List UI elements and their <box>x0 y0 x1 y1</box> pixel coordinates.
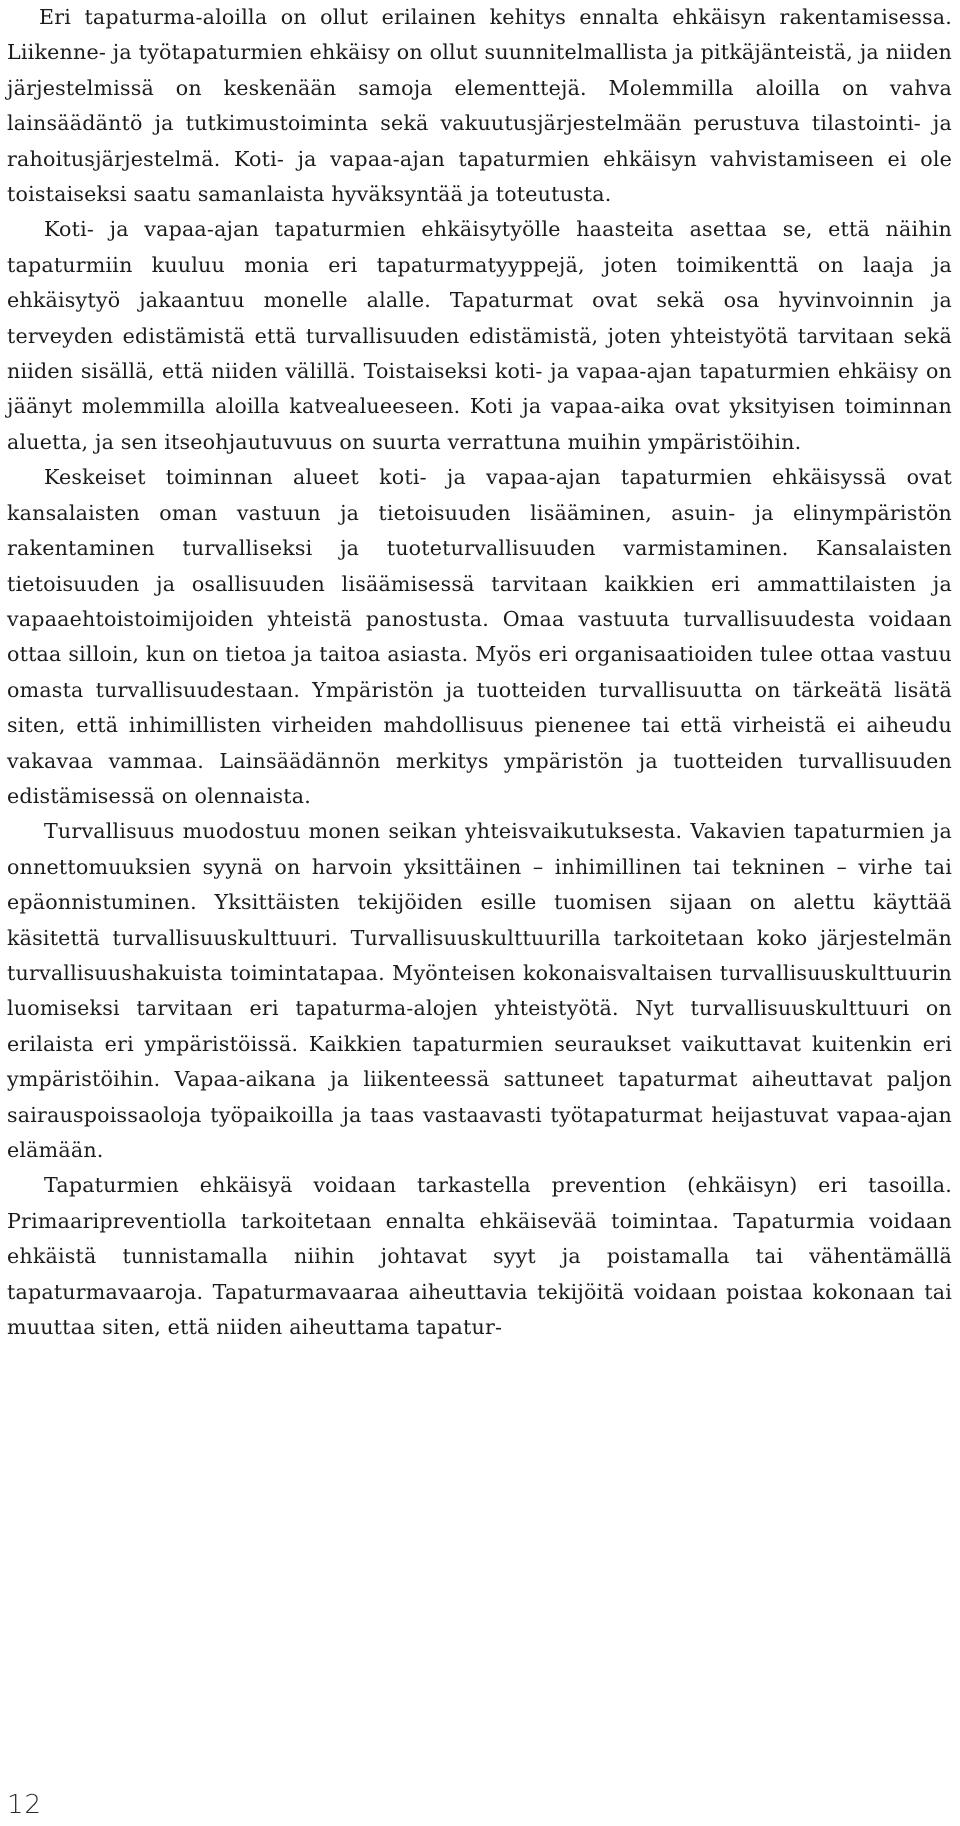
paragraph-3: Keskeiset toiminnan alueet koti- ja vapaa-ajan tapaturmien ehkäisyssä ovat kansalaisten oman vastuun ja tietoisuuden lisääminen, asuin- ja elinympäristön rakentaminen turvalliseksi ja tuoteturvallisuuden varmistaminen. Kansalaisten tietoisuuden ja osallisuuden lisäämisessä tarvitaan kaikkien eri ammattilaisten ja vapaaehtoistoimijoiden yhteistä panostusta. Omaa vastuuta turvallisuudesta voidaan ottaa silloin, kun on tietoa ja taitoa asiasta. Myös eri organisaatioiden tulee ottaa vastuu omasta turvallisuudestaan. Ympäristön ja tuotteiden turvallisuutta on tärkeätä lisätä siten, että inhimillisten virheiden mahdollisuus pienenee tai että virheistä ei aiheudu vakavaa vammaa. Lainsäädännön merkitys ympäristön ja tuotteiden turvallisuuden edistämisessä on olennaista. <box>7 465 952 808</box>
page-number: 12 <box>7 1790 43 1820</box>
paragraph-5: Tapaturmien ehkäisyä voidaan tarkastella prevention (ehkäisyn) eri tasoilla. Primaaripreventiolla tarkoitetaan ennalta ehkäisevää toimintaa. Tapaturmia voidaan ehkäistä tunnistamalla niihin johtavat syyt ja poistamalla tai vähentämällä tapaturmavaaroja. Tapaturmavaaraa aiheuttavia tekijöitä voidaan poistaa kokonaan tai muuttaa siten, että niiden aiheuttama tapatur- <box>7 1173 952 1340</box>
paragraph-1: Eri tapaturma-aloilla on ollut erilainen kehitys ennalta ehkäisyn rakentamisessa. Liikenne- ja työtapaturmien ehkäisy on ollut suunnitelmallista ja pitkäjänteistä, ja niiden järjestelmissä on keskenään samoja elementtejä. Molemmilla aloilla on vahva lainsäädäntö ja tutkimustoiminta sekä vakuutusjärjestelmään perustuva tilastointi- ja rahoitusjärjestelmä. Koti- ja vapaa-ajan tapaturmien ehkäisyn vahvistamiseen ei ole toistaiseksi saatu samanlaista hyväksyntää ja toteutusta. <box>7 5 952 207</box>
body-text <box>7 0 952 1345</box>
paragraph-4: Turvallisuus muodostuu monen seikan yhteisvaikutuksesta. Vakavien tapaturmien ja onnettomuuksien syynä on harvoin yksittäinen – inhimillinen tai tekninen – virhe tai epäonnistuminen. Yksittäisten tekijöiden esille tuomisen sijaan on alettu käyttää käsitettä turvallisuuskulttuuri. Turvallisuuskulttuurilla tarkoitetaan koko järjestelmän turvallisuushakuista toimintatapaa. Myönteisen kokonaisvaltaisen turvallisuuskulttuurin luomiseksi tarvitaan eri tapaturma-alojen yhteistyötä. Nyt turvallisuuskulttuuri on erilaista eri ympäristöissä. Kaikkien tapaturmien seuraukset vaikuttavat kuitenkin eri ympäristöihin. Vapaa-aikana ja liikenteessä sattuneet tapaturmat aiheuttavat paljon sairauspoissaoloja työpaikoilla ja taas vastaavasti työtapaturmat heijastuvat vapaa-ajan elämään. <box>7 819 952 1162</box>
paragraph-2: Koti- ja vapaa-ajan tapaturmien ehkäisytyölle haasteita asettaa se, että näihin tapaturmiin kuuluu monia eri tapaturmatyyppejä, joten toimikenttä on laaja ja ehkäisytyö jakaantuu monelle alalle. Tapaturmat ovat sekä osa hyvinvoinnin ja terveyden edistämistä että turvallisuuden edistämistä, joten yhteistyötä tarvitaan sekä niiden sisällä, että niiden välillä. Toistaiseksi koti- ja vapaa-ajan tapaturmien ehkäisy on jäänyt molemmilla aloilla katvealueeseen. Koti ja vapaa-aika ovat yksityisen toiminnan aluetta, ja sen itseohjautuvuus on suurta verrattuna muihin ympäristöihin. <box>7 217 952 454</box>
